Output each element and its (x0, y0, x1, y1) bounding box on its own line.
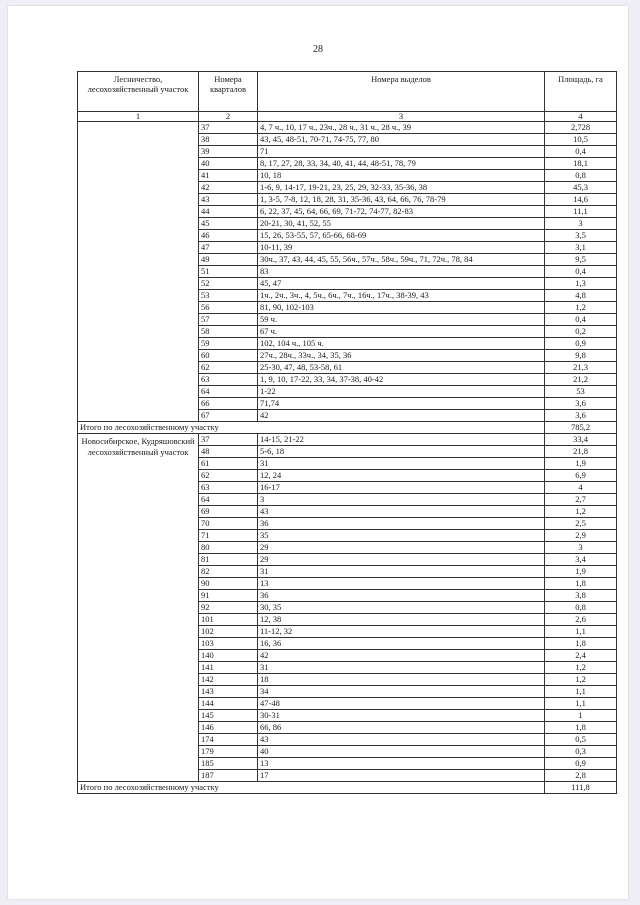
area-value: 53 (545, 386, 617, 398)
allotment-numbers: 31 (258, 458, 545, 470)
quarter-number: 185 (199, 758, 258, 770)
area-value: 21,3 (545, 362, 617, 374)
allotment-numbers: 13 (258, 578, 545, 590)
allotment-numbers: 30, 35 (258, 602, 545, 614)
area-value: 1,8 (545, 578, 617, 590)
allotment-numbers: 34 (258, 686, 545, 698)
forestry-cell: Новосибирское, Кудряшовский лесохозяйственный участок (78, 434, 199, 782)
area-value: 3,6 (545, 410, 617, 422)
quarter-number: 40 (199, 158, 258, 170)
area-value: 9,5 (545, 254, 617, 266)
column-number: 2 (199, 112, 258, 122)
table-body (78, 122, 617, 794)
area-value: 3,4 (545, 554, 617, 566)
quarter-number: 146 (199, 722, 258, 734)
quarter-number: 39 (199, 146, 258, 158)
total-row (78, 782, 617, 794)
quarter-number: 71 (199, 530, 258, 542)
area-value: 2,4 (545, 650, 617, 662)
header-allotments: Номера выделов (258, 72, 545, 112)
allotment-numbers: 102, 104 ч., 105 ч. (258, 338, 545, 350)
quarter-number: 37 (199, 122, 258, 134)
allotment-numbers: 1-6, 9, 14-17, 19-21, 23, 25, 29, 32-33, 35-36, 38 (258, 182, 545, 194)
quarter-number: 61 (199, 458, 258, 470)
allotment-numbers: 12, 24 (258, 470, 545, 482)
allotments-table (77, 71, 617, 794)
quarter-number: 140 (199, 650, 258, 662)
area-value: 0,3 (545, 746, 617, 758)
area-value: 1,2 (545, 302, 617, 314)
quarter-number: 143 (199, 686, 258, 698)
allotment-numbers: 59 ч. (258, 314, 545, 326)
quarter-number: 70 (199, 518, 258, 530)
allotment-numbers: 40 (258, 746, 545, 758)
column-number: 1 (78, 112, 199, 122)
forestry-cell (78, 122, 199, 422)
area-value: 11,1 (545, 206, 617, 218)
area-value: 2,9 (545, 530, 617, 542)
allotment-numbers: 17 (258, 770, 545, 782)
allotment-numbers: 43, 45, 48-51, 70-71, 74-75, 77, 80 (258, 134, 545, 146)
quarter-number: 66 (199, 398, 258, 410)
area-value: 1 (545, 710, 617, 722)
allotment-numbers: 13 (258, 758, 545, 770)
area-value: 21,2 (545, 374, 617, 386)
area-value: 2,728 (545, 122, 617, 134)
quarter-number: 82 (199, 566, 258, 578)
quarter-number: 37 (199, 434, 258, 446)
allotment-numbers: 30ч., 37, 43, 44, 45, 55, 56ч., 57ч., 58ч., 59ч., 71, 72ч., 78, 84 (258, 254, 545, 266)
quarter-number: 80 (199, 542, 258, 554)
area-value: 0,5 (545, 734, 617, 746)
quarter-number: 179 (199, 746, 258, 758)
allotment-numbers: 42 (258, 410, 545, 422)
area-value: 3,1 (545, 242, 617, 254)
allotment-numbers: 18 (258, 674, 545, 686)
allotment-numbers: 81, 90, 102-103 (258, 302, 545, 314)
quarter-number: 67 (199, 410, 258, 422)
quarter-number: 49 (199, 254, 258, 266)
allotment-numbers: 43 (258, 506, 545, 518)
total-row (78, 422, 617, 434)
area-value: 3,8 (545, 590, 617, 602)
allotment-numbers: 27ч., 28ч., 33ч., 34, 35, 36 (258, 350, 545, 362)
quarter-number: 102 (199, 626, 258, 638)
header-row (78, 72, 617, 112)
quarter-number: 63 (199, 374, 258, 386)
total-label: Итого по лесохозяйственному участку (78, 782, 545, 794)
area-value: 18,1 (545, 158, 617, 170)
quarter-number: 81 (199, 554, 258, 566)
document-page (8, 6, 628, 899)
area-value: 9,8 (545, 350, 617, 362)
area-value: 1,1 (545, 698, 617, 710)
allotment-numbers: 3 (258, 494, 545, 506)
area-value: 2,8 (545, 770, 617, 782)
allotment-numbers: 30-31 (258, 710, 545, 722)
header-forestry: Лесничество, лесохозяйственный участок (78, 72, 199, 112)
area-value: 1,9 (545, 458, 617, 470)
allotment-numbers: 6, 22, 37, 45, 64, 66, 69, 71-72, 74-77, 82-83 (258, 206, 545, 218)
area-value: 45,3 (545, 182, 617, 194)
area-value: 3,5 (545, 230, 617, 242)
allotment-numbers: 12, 38 (258, 614, 545, 626)
allotment-numbers: 29 (258, 542, 545, 554)
header-area: Площадь, га (545, 72, 617, 112)
area-value: 10,5 (545, 134, 617, 146)
column-number: 4 (545, 112, 617, 122)
header-quarters: Номера кварталов (199, 72, 258, 112)
quarter-number: 64 (199, 494, 258, 506)
area-value: 3,6 (545, 398, 617, 410)
quarter-number: 59 (199, 338, 258, 350)
quarter-number: 69 (199, 506, 258, 518)
area-value: 33,4 (545, 434, 617, 446)
area-value: 1,3 (545, 278, 617, 290)
table-row (78, 122, 617, 134)
quarter-number: 56 (199, 302, 258, 314)
quarter-number: 46 (199, 230, 258, 242)
allotment-numbers: 31 (258, 662, 545, 674)
allotment-numbers: 47-48 (258, 698, 545, 710)
area-value: 1,1 (545, 626, 617, 638)
area-value: 0,4 (545, 146, 617, 158)
quarter-number: 48 (199, 446, 258, 458)
allotment-numbers: 16-17 (258, 482, 545, 494)
allotment-numbers: 71,74 (258, 398, 545, 410)
area-value: 1,8 (545, 722, 617, 734)
quarter-number: 101 (199, 614, 258, 626)
quarter-number: 60 (199, 350, 258, 362)
area-value: 0,8 (545, 602, 617, 614)
quarter-number: 38 (199, 134, 258, 146)
allotment-numbers: 36 (258, 518, 545, 530)
area-value: 3 (545, 218, 617, 230)
allotment-numbers: 36 (258, 590, 545, 602)
quarter-number: 63 (199, 482, 258, 494)
allotment-numbers: 25-30, 47, 48, 53-58, 61 (258, 362, 545, 374)
allotment-numbers: 1, 3-5, 7-8, 12, 18, 28, 31, 35-36, 43, 64, 66, 76, 78-79 (258, 194, 545, 206)
quarter-number: 91 (199, 590, 258, 602)
allotment-numbers: 67 ч. (258, 326, 545, 338)
table-row (78, 434, 617, 446)
quarter-number: 44 (199, 206, 258, 218)
quarter-number: 62 (199, 470, 258, 482)
area-value: 0,2 (545, 326, 617, 338)
area-value: 3 (545, 542, 617, 554)
allotment-numbers: 14-15, 21-22 (258, 434, 545, 446)
area-value: 14,6 (545, 194, 617, 206)
quarter-number: 41 (199, 170, 258, 182)
area-value: 2,7 (545, 494, 617, 506)
total-label: Итого по лесохозяйственному участку (78, 422, 545, 434)
allotment-numbers: 43 (258, 734, 545, 746)
allotment-numbers: 45, 47 (258, 278, 545, 290)
allotment-numbers: 31 (258, 566, 545, 578)
quarter-number: 53 (199, 290, 258, 302)
allotment-numbers: 29 (258, 554, 545, 566)
allotment-numbers: 66, 86 (258, 722, 545, 734)
allotment-numbers: 83 (258, 266, 545, 278)
allotment-numbers: 16, 36 (258, 638, 545, 650)
area-value: 2,6 (545, 614, 617, 626)
quarter-number: 58 (199, 326, 258, 338)
quarter-number: 90 (199, 578, 258, 590)
area-value: 6,9 (545, 470, 617, 482)
allotment-numbers: 35 (258, 530, 545, 542)
quarter-number: 57 (199, 314, 258, 326)
quarter-number: 45 (199, 218, 258, 230)
total-area: 111,8 (545, 782, 617, 794)
total-area: 785,2 (545, 422, 617, 434)
column-number: 3 (258, 112, 545, 122)
quarter-number: 47 (199, 242, 258, 254)
quarter-number: 52 (199, 278, 258, 290)
allotment-numbers: 10-11, 39 (258, 242, 545, 254)
area-value: 0,8 (545, 170, 617, 182)
allotment-numbers: 20-21, 30, 41, 52, 55 (258, 218, 545, 230)
area-value: 1,9 (545, 566, 617, 578)
quarter-number: 145 (199, 710, 258, 722)
quarter-number: 64 (199, 386, 258, 398)
allotment-numbers: 71 (258, 146, 545, 158)
area-value: 0,9 (545, 338, 617, 350)
area-value: 1,1 (545, 686, 617, 698)
quarter-number: 144 (199, 698, 258, 710)
area-value: 1,8 (545, 638, 617, 650)
allotment-numbers: 1-22 (258, 386, 545, 398)
area-value: 21,8 (545, 446, 617, 458)
area-value: 0,4 (545, 266, 617, 278)
quarter-number: 43 (199, 194, 258, 206)
allotment-numbers: 1, 9, 10, 17-22, 33, 34, 37-38, 40-42 (258, 374, 545, 386)
quarter-number: 187 (199, 770, 258, 782)
area-value: 0,4 (545, 314, 617, 326)
allotment-numbers: 10, 18 (258, 170, 545, 182)
quarter-number: 142 (199, 674, 258, 686)
area-value: 1,2 (545, 506, 617, 518)
allotment-numbers: 11-12, 32 (258, 626, 545, 638)
allotment-numbers: 15, 26, 53-55, 57, 65-66, 68-69 (258, 230, 545, 242)
allotment-numbers: 1ч., 2ч., 3ч., 4, 5ч., 6ч., 7ч., 16ч., 17ч., 38-39, 43 (258, 290, 545, 302)
allotment-numbers: 42 (258, 650, 545, 662)
area-value: 2,5 (545, 518, 617, 530)
quarter-number: 141 (199, 662, 258, 674)
quarter-number: 174 (199, 734, 258, 746)
area-value: 4,8 (545, 290, 617, 302)
page-number: 28 (313, 44, 323, 55)
quarter-number: 103 (199, 638, 258, 650)
allotment-numbers: 4, 7 ч., 10, 17 ч., 23ч., 28 ч., 31 ч., 28 ч., 39 (258, 122, 545, 134)
quarter-number: 42 (199, 182, 258, 194)
allotment-numbers: 5-6, 18 (258, 446, 545, 458)
area-value: 0,9 (545, 758, 617, 770)
area-value: 1,2 (545, 674, 617, 686)
area-value: 1,2 (545, 662, 617, 674)
quarter-number: 51 (199, 266, 258, 278)
quarter-number: 92 (199, 602, 258, 614)
column-number-row (78, 112, 617, 122)
area-value: 4 (545, 482, 617, 494)
quarter-number: 62 (199, 362, 258, 374)
allotment-numbers: 8, 17, 27, 28, 33, 34, 40, 41, 44, 48-51, 78, 79 (258, 158, 545, 170)
